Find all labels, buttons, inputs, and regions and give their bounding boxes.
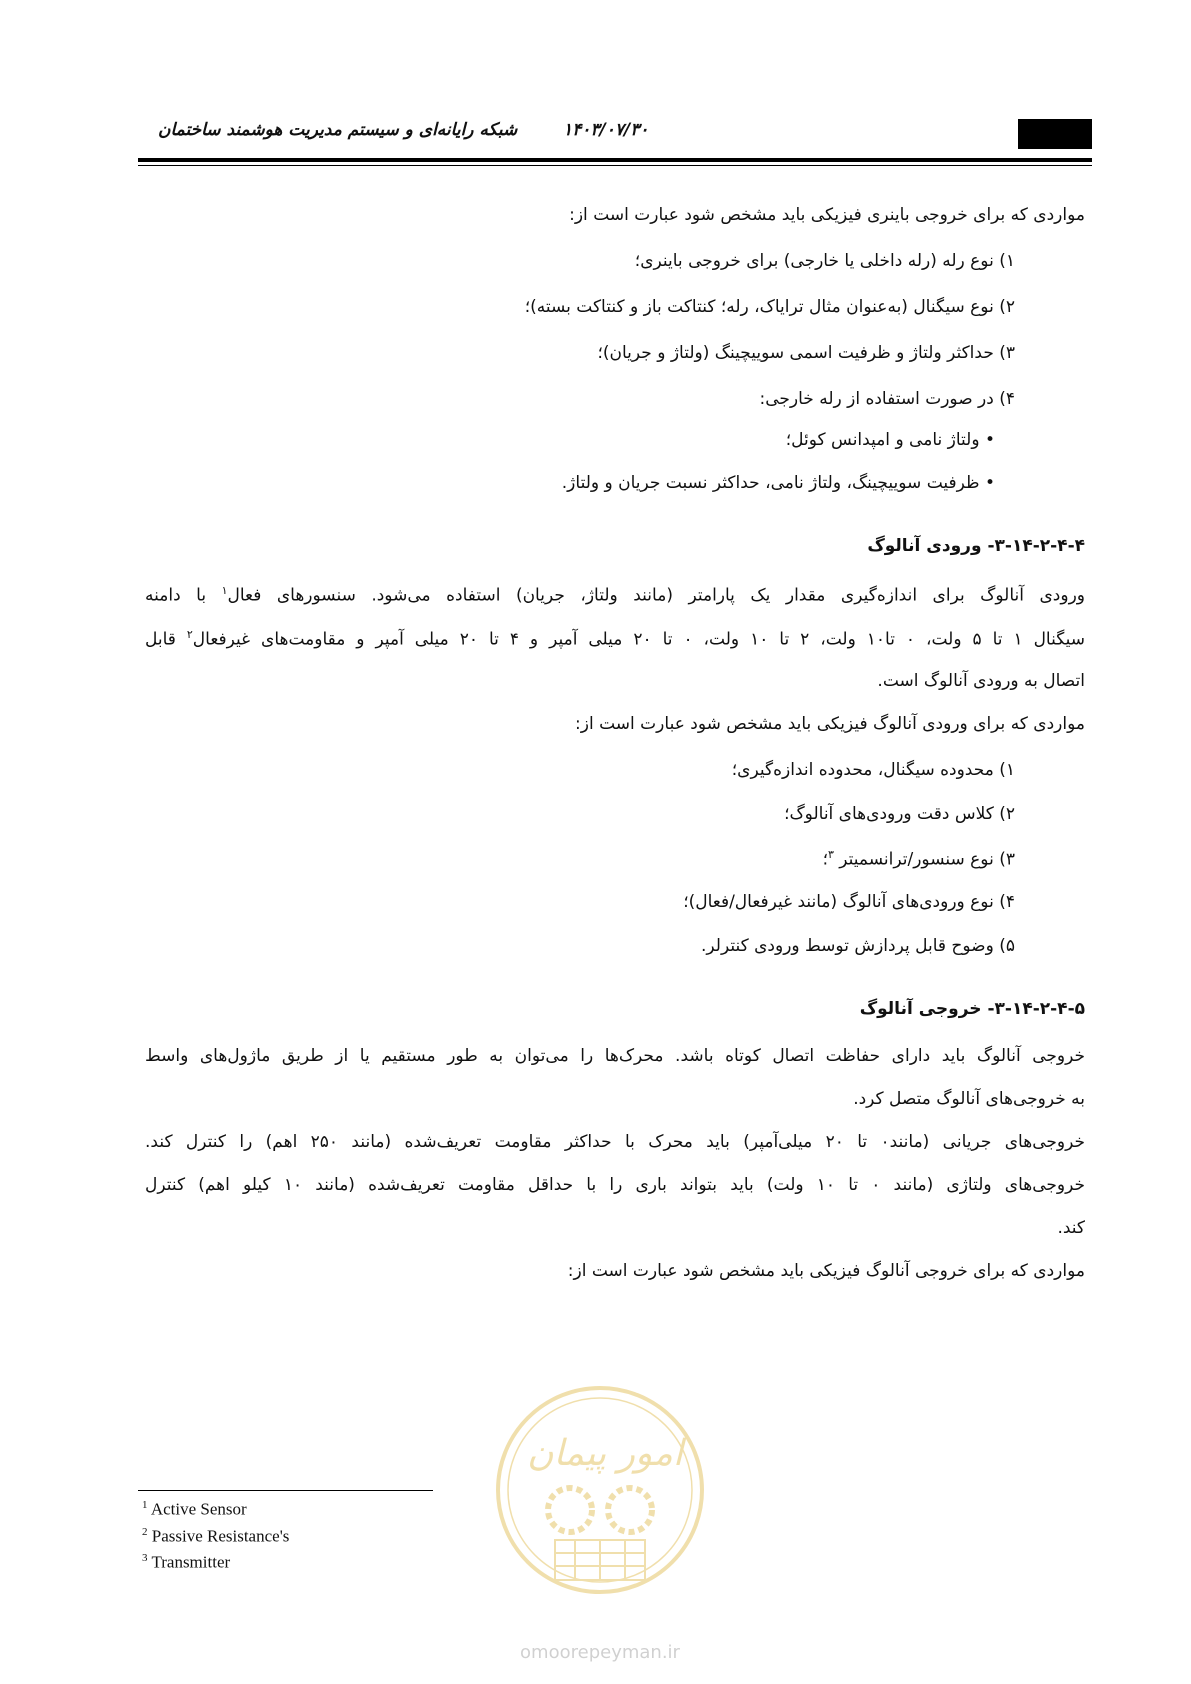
analog-input-item-3: [823, 848, 1015, 870]
footnote-separator: [138, 1490, 433, 1491]
footnote-text: Active Sensor: [150, 1499, 247, 1519]
binary-output-item-2: ۲) نوع سیگنال (به‌عنوان مثال ترایاک، رله؛ کنتاکت باز و کنتاکت بسته)؛: [524, 297, 1015, 317]
footnote-number: 1: [142, 1499, 148, 1511]
header-title: شبکه رایانه‌ای و سیستم مدیریت هوشمند ساختمان: [158, 120, 518, 140]
analog-output-para1-line-1: خروجی آنالوگ باید دارای حفاظت اتصال کوتاه باشد. محرک‌ها را می‌توان به طور مستقیم یا از طریق ماژول‌های واسط: [145, 1046, 1085, 1066]
analog-output-para2: خروجی‌های جریانی (مانند۰ تا ۲۰ میلی‌آمپر) باید محرک با حداکثر مقاومت تعریف‌شده (مانند ۲۵۰ اهم) را کنترل کند.: [145, 1132, 1085, 1152]
footnote-ref-1: ۱: [221, 584, 228, 597]
watermark-url: omoorepeyman.ir: [520, 1642, 680, 1663]
bullet-text: ظرفیت سوییچینگ، ولتاژ نامی، حداکثر نسبت جریان و ولتاژ.: [561, 473, 980, 493]
analog-input-item-5: ۵) وضوح قابل پردازش توسط ورودی کنترلر.: [701, 936, 1015, 956]
analog-input-item-4: ۴) نوع ورودی‌های آنالوگ (مانند غیرفعال/فعال)؛: [683, 892, 1015, 912]
header-rule-thick: [138, 158, 1092, 162]
analog-output-para3-line-2: کند.: [1057, 1218, 1085, 1238]
footnote-1: [142, 1494, 289, 1521]
page-number-box: [1018, 119, 1092, 149]
footnotes: [142, 1494, 289, 1574]
header-date: ۱۴۰۳/۰۷/۳۰: [563, 120, 649, 140]
analog-input-para-line-1: [145, 584, 1085, 606]
page-header: [138, 108, 1092, 158]
header-rule-thin: [138, 165, 1092, 166]
para-text: سیگنال ۱ تا ۵ ولت، ۰ تا۱۰ ولت، ۲ تا ۱۰ ولت، ۰ تا ۲۰ میلی آمپر و ۴ تا ۲۰ میلی آمپر و مقاومت‌های غیرفعال: [192, 629, 1085, 650]
binary-output-item-4: ۴) در صورت استفاده از رله خارجی:: [759, 389, 1015, 409]
footnote-number: 3: [142, 1552, 148, 1565]
analog-output-heading: ۳-۱۴-۲-۴-۵- خروجی آنالوگ: [859, 999, 1085, 1019]
binary-output-bullet-1: • ولتاژ نامی و امپدانس کوئل؛: [785, 430, 995, 450]
footnote-2: [142, 1521, 289, 1548]
footnote-ref-3: ۳: [827, 848, 834, 861]
binary-output-item-1: ۱) نوع رله (رله داخلی یا خارجی) برای خروجی باینری؛: [634, 251, 1015, 271]
footnote-ref-2: ۲: [186, 628, 193, 641]
analog-input-heading: ۳-۱۴-۲-۴-۴- ورودی آنالوگ: [867, 536, 1085, 556]
footnote-number: 2: [142, 1525, 148, 1538]
analog-input-item-1: ۱) محدوده سیگنال، محدوده اندازه‌گیری؛: [731, 760, 1015, 780]
analog-output-intro: مواردی که برای خروجی آنالوگ فیزیکی باید مشخص شود عبارت است از:: [567, 1261, 1085, 1281]
analog-input-item-2: ۲) کلاس دقت ورودی‌های آنالوگ؛: [784, 804, 1015, 824]
footnote-3: [142, 1547, 289, 1574]
binary-output-bullet-2: • ظرفیت سوییچینگ، ولتاژ نامی، حداکثر نسبت جریان و ولتاژ.: [561, 473, 995, 493]
binary-output-intro: مواردی که برای خروجی باینری فیزیکی باید مشخص شود عبارت است از:: [569, 205, 1085, 225]
analog-input-intro: مواردی که برای ورودی آنالوگ فیزیکی باید مشخص شود عبارت است از:: [575, 714, 1085, 734]
binary-output-item-3: ۳) حداکثر ولتاژ و ظرفیت اسمی سوییچینگ (ولتاژ و جریان)؛: [597, 343, 1015, 363]
para-text: قابل: [145, 629, 187, 650]
watermark-logo-text: امور پیمان: [527, 1433, 683, 1474]
footnote-text: Transmitter: [151, 1552, 231, 1572]
para-text: با دامنه: [145, 585, 222, 606]
analog-input-para-line-2: [145, 628, 1085, 650]
bullet-text: ولتاژ نامی و امپدانس کوئل؛: [785, 430, 980, 450]
watermark-logo: [480, 1380, 720, 1680]
item-text: ۳) نوع سنسور/ترانسمیتر: [839, 849, 1015, 870]
analog-output-para1-line-2: به خروجی‌های آنالوگ متصل کرد.: [853, 1089, 1085, 1109]
footnote-text: Passive Resistance's: [151, 1526, 290, 1546]
item-end: ؛: [822, 849, 828, 870]
para-text: ورودی آنالوگ برای اندازه‌گیری مقدار یک پارامتر (مانند ولتاژ، جریان) استفاده می‌شود. سنسورهای فعال: [227, 585, 1085, 606]
analog-output-para3-line-1: خروجی‌های ولتاژی (مانند ۰ تا ۱۰ ولت) باید بتواند باری را با حداقل مقاومت تعریف‌شده (مانند ۱۰ کیلو اهم) کنترل: [145, 1175, 1086, 1195]
watermark-seal-icon: [480, 1380, 720, 1680]
analog-input-para-line-3: اتصال به ورودی آنالوگ است.: [877, 671, 1085, 691]
